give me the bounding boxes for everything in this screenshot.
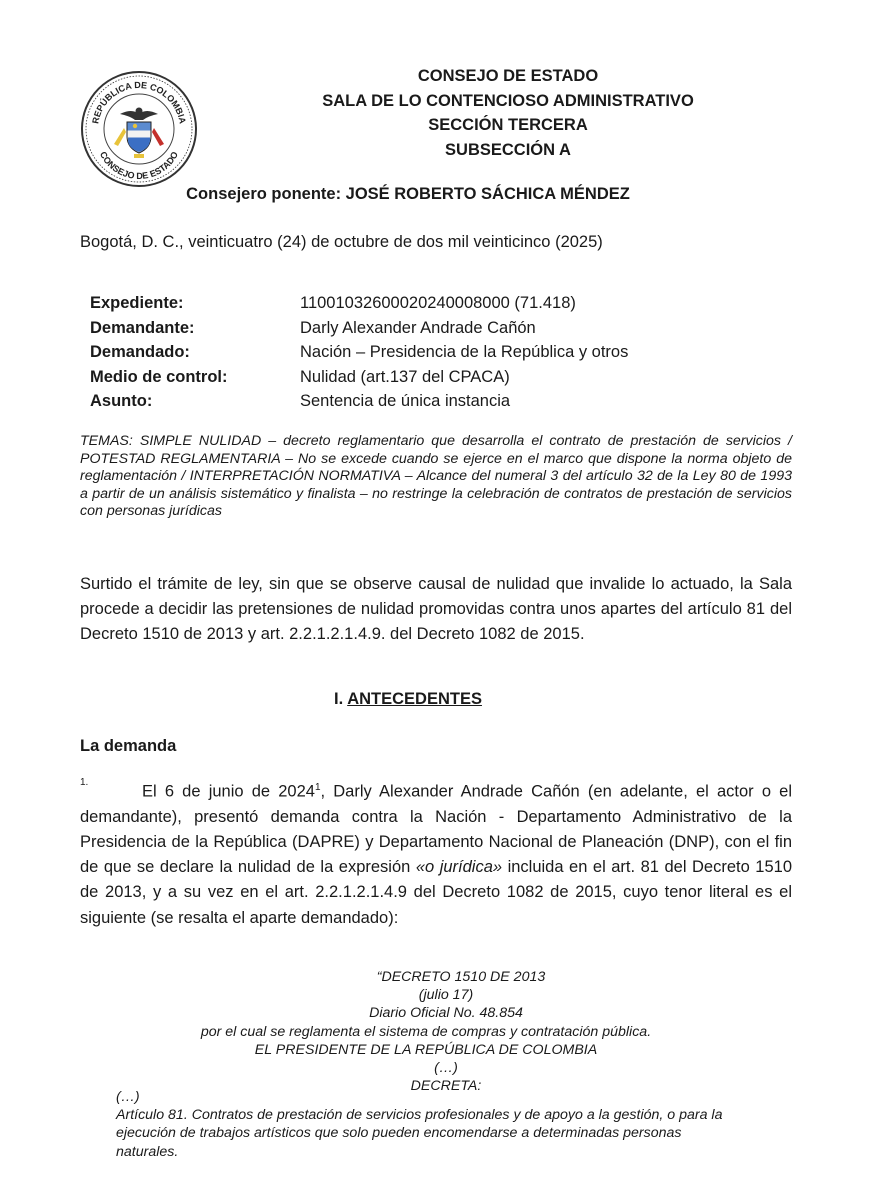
subsection-name: SUBSECCIÓN A xyxy=(445,140,571,159)
case-info-label: Demandado: xyxy=(90,343,190,361)
date-line: Bogotá, D. C., veinticuatro (24) de octubre de dos mil veinticinco (2025) xyxy=(80,233,603,251)
chamber-name: SALA DE LO CONTENCIOSO ADMINISTRATIVO xyxy=(322,91,694,110)
decree-ellipsis-2: (…) xyxy=(116,1089,140,1105)
case-info-value: Nación – Presidencia de la República y otros xyxy=(300,343,629,361)
decree-quote-body xyxy=(116,1088,736,1161)
decree-gazette: Diario Oficial No. 48.854 xyxy=(369,1005,523,1022)
paragraph-1 xyxy=(80,775,792,931)
intro-paragraph: Surtido el trámite de ley, sin que se observe causal de nulidad que invalide lo actuado, la Sala procede a decidir las pretensiones de nulidad promovidas contra unos apartes del artículo 81 del Decreto 1510 de 2013 y art. 2.2.1.2.1.4.9. del Decreto 1082 de 2015. xyxy=(80,575,792,644)
case-info-label: Expediente: xyxy=(90,294,184,312)
section-title: ANTECEDENTES xyxy=(347,690,482,708)
case-info-value: Sentencia de única instancia xyxy=(300,392,511,410)
section-heading xyxy=(0,690,816,709)
case-info-row xyxy=(90,389,628,414)
case-info-label: Medio de control: xyxy=(90,367,228,386)
decree-ellipsis: (…) xyxy=(434,1060,458,1077)
svg-text:CONSEJO DE ESTADO: CONSEJO DE ESTADO xyxy=(97,149,181,182)
case-info-block xyxy=(90,291,628,414)
case-info-value: 11001032600020240008000 (71.418) xyxy=(300,294,576,312)
section-name: SECCIÓN TERCERA xyxy=(428,116,588,134)
paragraph-text: El 6 de junio de 2024 xyxy=(142,782,315,801)
paragraph-text: incluida en el art. 81 del Decreto 1510 de 2013, y a su vez en el art. 2.2.1.2.1.4.9 del Decreto 1082 de 2015, cuyo tenor literal es el siguiente (se resalta el aparte demandado): xyxy=(80,858,792,927)
decree-article-81: Artículo 81. Contratos de prestación de servicios profesionales y de apoyo a la gestión, o para la ejecución de trabajos artísticos que solo pueden encomendarse a determinadas personas naturales. xyxy=(116,1107,723,1160)
case-info-row xyxy=(90,365,628,390)
decree-title: “DECRETO 1510 DE 2013 xyxy=(376,969,546,985)
decree-decreta: DECRETA: xyxy=(410,1078,482,1095)
svg-text:REPÚBLICA DE COLOMBIA: REPÚBLICA DE COLOMBIA xyxy=(90,79,188,125)
decree-quote-header xyxy=(116,968,736,1095)
case-info-row xyxy=(90,340,628,365)
court-name: CONSEJO DE ESTADO xyxy=(417,67,599,85)
decree-date: (julio 17) xyxy=(418,987,474,1004)
paragraph-number: 1. xyxy=(80,777,89,788)
decree-purpose: por el cual se reglamenta el sistema de compras y contratación pública. xyxy=(200,1023,652,1040)
reporting-judge: Consejero ponente: JOSÉ ROBERTO SÁCHICA MÉNDEZ xyxy=(186,185,630,203)
topics-summary: TEMAS: SIMPLE NULIDAD – decreto reglamentario que desarrolla el contrato de prestación de servicios / POTESTAD REGLAMENTARIA – No se excede cuando se ejerce en el marco que dispone la norma objeto de reglamentación / INTERPRETACIÓN NORMATIVA – Alcance del numeral 3 del artículo 32 de la Ley 80 de 1993 a partir de un análisis sistemático y finalista – no restringe la celebración de contratos de prestación de servicios con personas jurídicas xyxy=(80,433,792,520)
subheading-la-demanda: La demanda xyxy=(80,737,177,755)
case-info-value: Darly Alexander Andrade Cañón xyxy=(300,318,536,337)
footnote-ref[interactable]: 1 xyxy=(314,782,321,793)
decree-issuer: EL PRESIDENTE DE LA REPÚBLICA DE COLOMBIA xyxy=(254,1041,598,1058)
case-info-label: Asunto: xyxy=(90,392,153,410)
case-info-row xyxy=(90,291,628,316)
case-info-value: Nulidad (art.137 del CPACA) xyxy=(300,367,510,386)
quoted-expression: «o jurídica» xyxy=(415,858,503,877)
case-info-label: Demandante: xyxy=(90,318,195,337)
case-info-row xyxy=(90,316,628,341)
section-number: I. xyxy=(334,690,344,708)
paragraph-text: , Darly Alexander Andrade Cañón (en adelante, el actor o el demandante), presentó demanda contra la Nación - Departamento Administrativo de la Presidencia de la República (DAPRE) y Departamento Nacional de Planeación (DNP), con el fin de que se declare la nulidad de la expresión xyxy=(80,782,793,877)
